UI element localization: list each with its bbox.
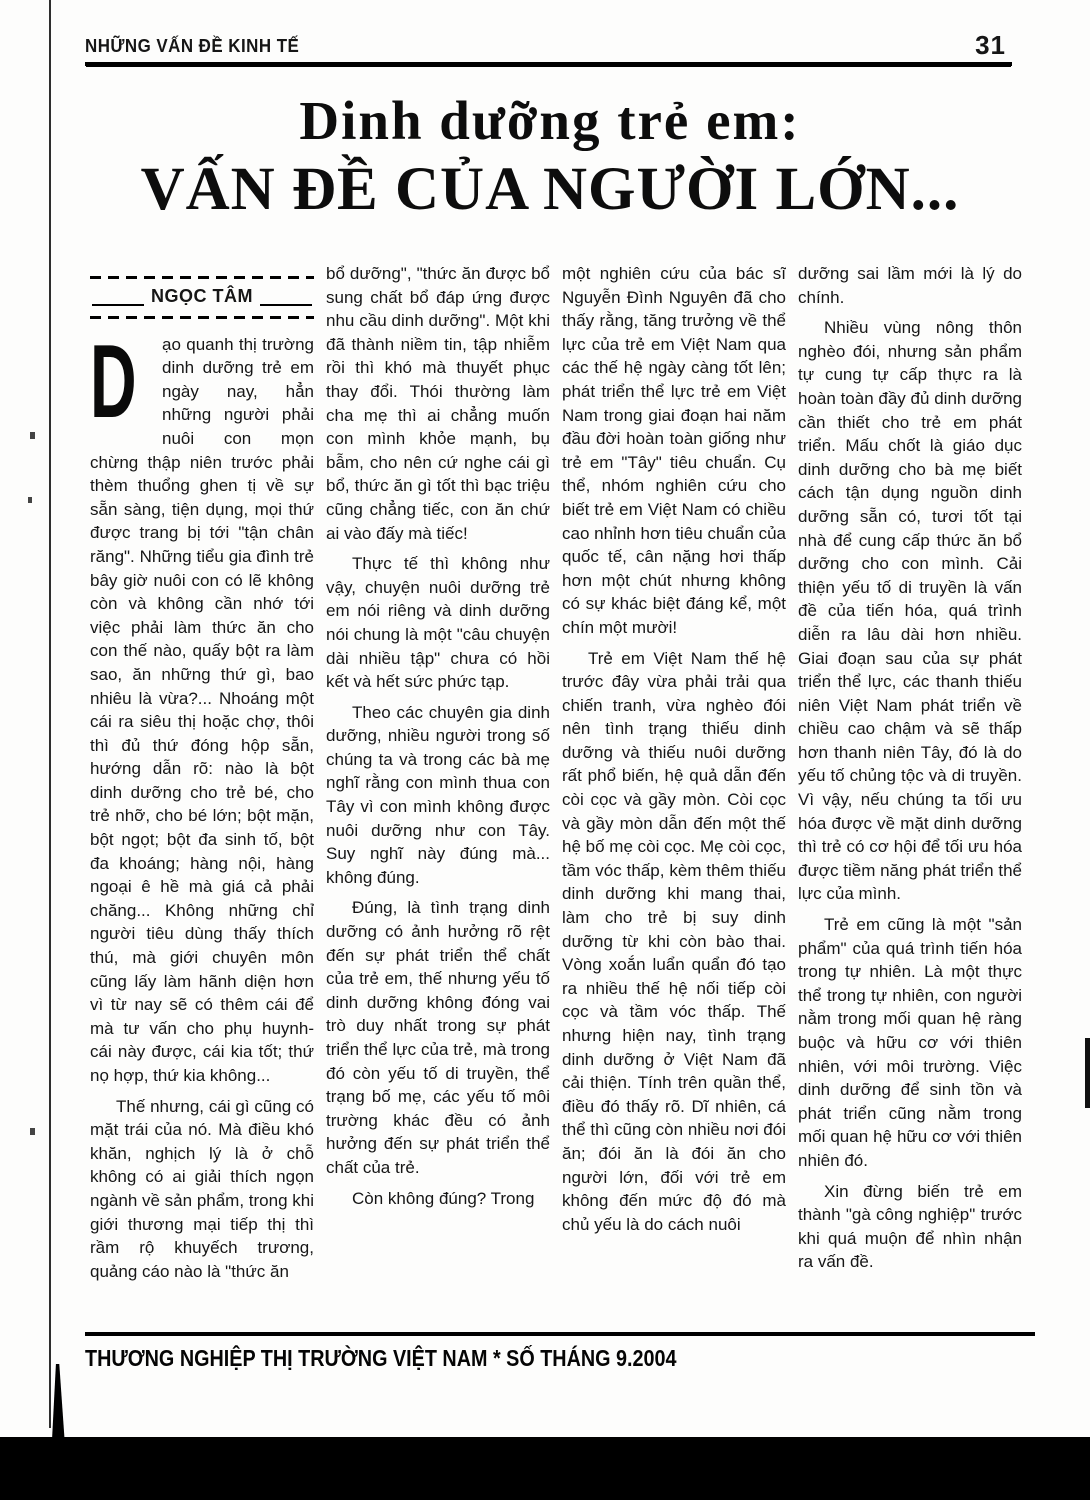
paragraph: Nhiều vùng nông thôn nghèo đói, nhưng sản phẩm tự cung tự cấp thực ra là hoàn toàn đầy đủ dinh dưỡng cần thiết cho trẻ em phát triển. Mấu chốt là giáo dục dinh dưỡng cho bà mẹ biết cách tận dụng nguồn dinh dưỡng sẵn có, tươi tốt tại nhà để cung cấp thức ăn bổ dưỡng cho con mình. Cải thiện yếu tố di truyền là vấn đề của tiến hóa, quá trình diễn ra lâu dài hơn nhiều. Giai đoạn sau của sự phát triển thể lực, các thanh thiếu niên Việt Nam phát triển về chiều cao chậm và sẽ thấp hơn thanh niên Tây, đó là do yếu tố chủng tộc và di truyền. Vì vậy, nếu chúng ta tối ưu hóa được về mặt dinh dưỡng thì trẻ có cơ hội để tối ưu hóa được tiềm năng phát triển thể lực của mình. (798, 318, 1022, 904)
author-name: NGỌC TÂM (151, 286, 253, 306)
column-2 (326, 262, 550, 1320)
scan-bottom-band (0, 1437, 1090, 1500)
paragraph: Thế nhưng, cái gì cũng có mặt trái của nó. Mà điều khó khăn, nghịch lý là ở chỗ không có ai giải thích ngọn ngành về sản phẩm, trong khi giới thương mại tiếp thị thì rầm rộ khuyếch trương, quảng cáo nào là "thức ăn (90, 1096, 314, 1281)
byline-side-rule (260, 304, 312, 306)
page-number: 31 (975, 30, 1006, 60)
column-3 (562, 262, 786, 1320)
paragraph: Còn không đúng? Trong (352, 1188, 535, 1208)
paragraph: Xin đừng biến trẻ em thành "gà công nghiệp" trước khi quá muộn để nhìn nhận ra vấn đề. (798, 1181, 1022, 1272)
byline-side-rule (92, 304, 144, 306)
journal-imprint: THƯƠNG NGHIỆP THỊ TRƯỜNG VIỆT NAM * SỐ THÁNG 9.2004 (85, 1345, 677, 1371)
paragraph: Trẻ em cũng là một "sản phẩm" của quá trình tiến hóa trong tự nhiên. Là một thực thể trong tự nhiên, con người nằm trong mối quan hệ ràng buộc và hữu cơ với thiên nhiên, với môi trường. Việc dinh dưỡng để sinh tồn và phát triển cũng nằm trong mối quan hệ hữu cơ với thiên nhiên đó. (798, 915, 1022, 1170)
article-title-line2: VẤN ĐỀ CỦA NGƯỜI LỚN... (140, 155, 960, 223)
scan-speck (28, 497, 32, 503)
paragraph: Trẻ em Việt Nam thế hệ trước đây vừa phải trải qua chiến tranh, vừa nghèo đói nên tình trạng thiếu dinh dưỡng và thiếu nuôi dưỡng rất phổ biến, hệ quả dẫn đến còi cọc và gầy mòn. Còi cọc và gầy mòn dẫn đến một thế hệ bố mẹ còi cọc. Mẹ còi cọc, tầm vóc thấp, kèm thêm thiếu dinh dưỡng khi mang thai, làm cho trẻ bị suy dinh dưỡng từ khi còn bào thai. Vòng xoắn luẩn quẩn đó tạo ra nhiều thế hệ nối tiếp còi cọc và tầm vóc thấp. Thế nhưng hiện nay, tình trạng dinh dưỡng ở Việt Nam đã cải thiện. Tính trên quần thể, điều đó thấy rõ. Dĩ nhiên, cá thể thì cũng còn nhiều nơi đói ăn; đói ăn là đói ăn cho người lớn, đối với trẻ em không đến mức độ đó mà chủ yếu là do cách nuôi (562, 648, 786, 1234)
byline-box (90, 276, 314, 319)
paragraph: Đúng, là tình trạng dinh dưỡng có ảnh hưởng rõ rệt đến sự phát triển thể chất của trẻ em, thế nhưng yếu tố dinh dưỡng không đóng vai trò duy nhất trong sự phát triển thể lực của trẻ, mà trong đó còn yếu tố di truyền, thể trạng bố mẹ, các yếu tố môi trường khác đều có ảnh hưởng đến sự phát triển thể chất của trẻ. (326, 898, 550, 1177)
header-rule (85, 62, 1012, 66)
paragraph: bổ dưỡng", "thức ăn được bổ sung chất bổ đáp ứng được nhu cầu dinh dưỡng". Một khi đã thành niềm tin, tập nhiễm rồi thì khó mà thuyết phục thay đổi. Thói thường làm cha mẹ thì ai chẳng muốn con mình khỏe mạnh, bụ bẫm, cho nên cứ nghe cái gì bổ, thức ăn gì tốt thì bạc triệu cũng chẳng tiếc, con ăn chứ ai vào đấy mà tiếc! (326, 264, 550, 543)
byline-dashed-rule-bottom (90, 316, 314, 319)
paragraph (90, 323, 314, 1088)
article-title-line1: Dinh dưỡng trẻ em: (299, 90, 801, 151)
page-header (85, 30, 1012, 66)
scan-speck (30, 432, 35, 439)
scan-left-margin-line (49, 0, 51, 1428)
section-title: NHỮNG VẤN ĐỀ KINH TẾ (85, 36, 300, 56)
column-1 (90, 262, 314, 1320)
paragraph: Theo các chuyên gia dinh dưỡng, nhiều người trong số chúng ta và trong các bà mẹ nghĩ rằng con mình thua con Tây vì con mình không được nuôi dưỡng như con Tây. Suy nghĩ này đúng mà... không đúng. (326, 702, 550, 887)
article-body (90, 262, 1022, 1320)
paragraph: dưỡng sai lầm mới là lý do chính. (798, 264, 1022, 307)
drop-cap: D (90, 323, 137, 440)
footer-rule (85, 1332, 1035, 1336)
scan-spike-artifact (52, 1364, 66, 1440)
paragraph: Thực tế thì không như vậy, chuyện nuôi dưỡng trẻ em nói riêng và dinh dưỡng nói chung là một "câu chuyện dài nhiều tập" chưa có hồi kết và hết sức phức tạp. (326, 554, 550, 692)
paragraph: một nghiên cứu của bác sĩ Nguyễn Đình Nguyên đã cho thấy rằng, tăng trưởng về thể lực của trẻ em Việt Nam qua các thế hệ ngày càng tốt lên; phát triển thể lực trẻ em Việt Nam trong giai đoạn hai năm đầu đời hoàn toàn giống như trẻ em "Tây" tiêu chuẩn. Cụ thể, nhóm nghiên cứu cho biết trẻ em Việt Nam có chiều cao nhỉnh hơn tiêu chuẩn của quốc tế, cân nặng hơi thấp hơn một chút nhưng không có sự khác biệt đáng kể, một chín một mười! (562, 264, 786, 637)
page-footer (85, 1332, 1035, 1372)
scan-edge-mark (1085, 1038, 1090, 1108)
article-title (60, 92, 1040, 223)
scan-speck (30, 1128, 35, 1135)
column-4 (798, 262, 1022, 1320)
paragraph-text: ạo quanh thị trường dinh dưỡng trẻ em ngày nay, hẳn những người phải nuôi con mọn chừng thập niên trước phải thèm thuổng ghen tị về sự sẵn sàng, tiện dụng, mọi thứ được trang bị tới "tận chân răng". Những tiểu gia đình trẻ bây giờ nuôi con có lẽ không còn và không cần nhớ tới việc phải làm thức ăn cho con thế nào, quấy bột ra làm sao, ăn những thứ gì, bao nhiêu là vừa?... Nhoáng một cái ra siêu thị hoặc chợ, thôi thì đủ thứ đóng hộp sẵn, hướng dẫn rõ: nào là bột dinh dưỡng cho trẻ bé, cho trẻ nhỡ, cho bé lớn; bột mặn, bột ngọt; bột đa sinh tố, bột đa khoáng; hàng nội, hàng ngoại ê hề mà giá cả phải chăng... Không những chỉ người tiêu dùng thấy thích thú, mà giới chuyên môn cũng lấy làm hãnh diện hơn vì từ nay sẽ có thêm cái để mà tư vấn cho phụ huynh- cái này được, cái kia tốt; thứ nọ hợp, thứ kia không... (90, 334, 314, 1085)
